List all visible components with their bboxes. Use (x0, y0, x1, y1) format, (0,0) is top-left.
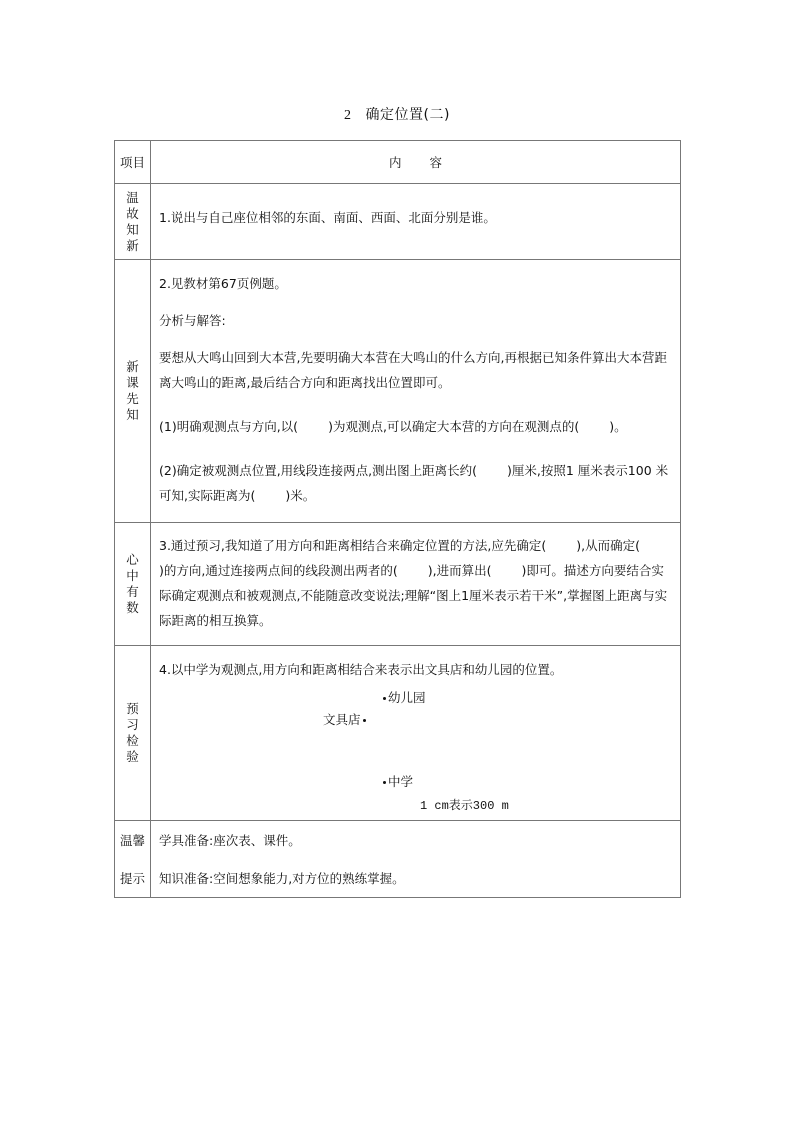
table-header-row (115, 141, 681, 184)
question-4: 4.以中学为观测点,用方向和距离相结合来表示出文具店和幼儿园的位置。 (159, 662, 563, 677)
row-summary (115, 523, 681, 646)
point-icon (363, 719, 366, 722)
header-item: 项目 (115, 141, 151, 184)
row-new-lesson (115, 260, 681, 523)
point-icon (383, 697, 386, 700)
section-number: 2 (344, 108, 352, 123)
label-preview: 预 习 检 验 (115, 646, 151, 821)
row-tips-2 (115, 859, 681, 898)
row-tips-1 (115, 821, 681, 860)
tips-knowledge: 知识准备:空间想象能力,对方位的熟练掌握。 (159, 871, 405, 886)
step-2: (2)确定被观测点位置,用线段连接两点,测出图上距离长约( )厘米,按照1 厘米表示100 米可知,实际距离为( )米。 (159, 463, 669, 503)
analysis-heading: 分析与解答: (159, 313, 226, 328)
label-new-lesson: 新 课 先 知 (115, 260, 151, 523)
summary-text: 3.通过预习,我知道了用方向和距离相结合来确定位置的方法,应先确定( ),从而确定()的方向,通过连接两点间的线段测出两者的( ),进而算出( )即可。描述方向要结合实际确定观测点和被观测点,不能随意改变说法;理解“图上1厘米表示若干米”,掌握图上距离与实际距离的相互换算。 (159, 538, 668, 628)
tips-tools: 学具准备:座次表、课件。 (159, 833, 301, 848)
question-2: 2.见教材第67页例题。 (159, 276, 287, 291)
page-title (0, 104, 794, 124)
header-content: 内容 (151, 141, 681, 184)
map-school: 中学 (381, 772, 413, 790)
point-icon (383, 781, 386, 784)
lesson-table (114, 140, 681, 898)
step-1: (1)明确观测点与方向,以( )为观测点,可以确定大本营的方向在观测点的( )。 (159, 419, 627, 434)
map-stationery: 文具店 (323, 710, 368, 728)
row-review (115, 184, 681, 260)
map-scale: 1 cm表示300 m (420, 799, 509, 813)
label-summary: 心 中 有 数 (115, 523, 151, 646)
label-tips-top: 温馨 (115, 821, 151, 860)
row-preview (115, 646, 681, 821)
map-kindergarten: 幼儿园 (381, 688, 426, 706)
label-tips-bottom: 提示 (115, 859, 151, 898)
review-text: 1.说出与自己座位相邻的东面、南面、西面、北面分别是谁。 (159, 210, 496, 225)
label-review: 温 故 知 新 (115, 184, 151, 260)
analysis-paragraph: 要想从大鸣山回到大本营,先要明确大本营在大鸣山的什么方向,再根据已知条件算出大本营距离大鸣山的距离,最后结合方向和距离找出位置即可。 (159, 350, 667, 390)
section-title: 确定位置(二) (365, 107, 450, 123)
